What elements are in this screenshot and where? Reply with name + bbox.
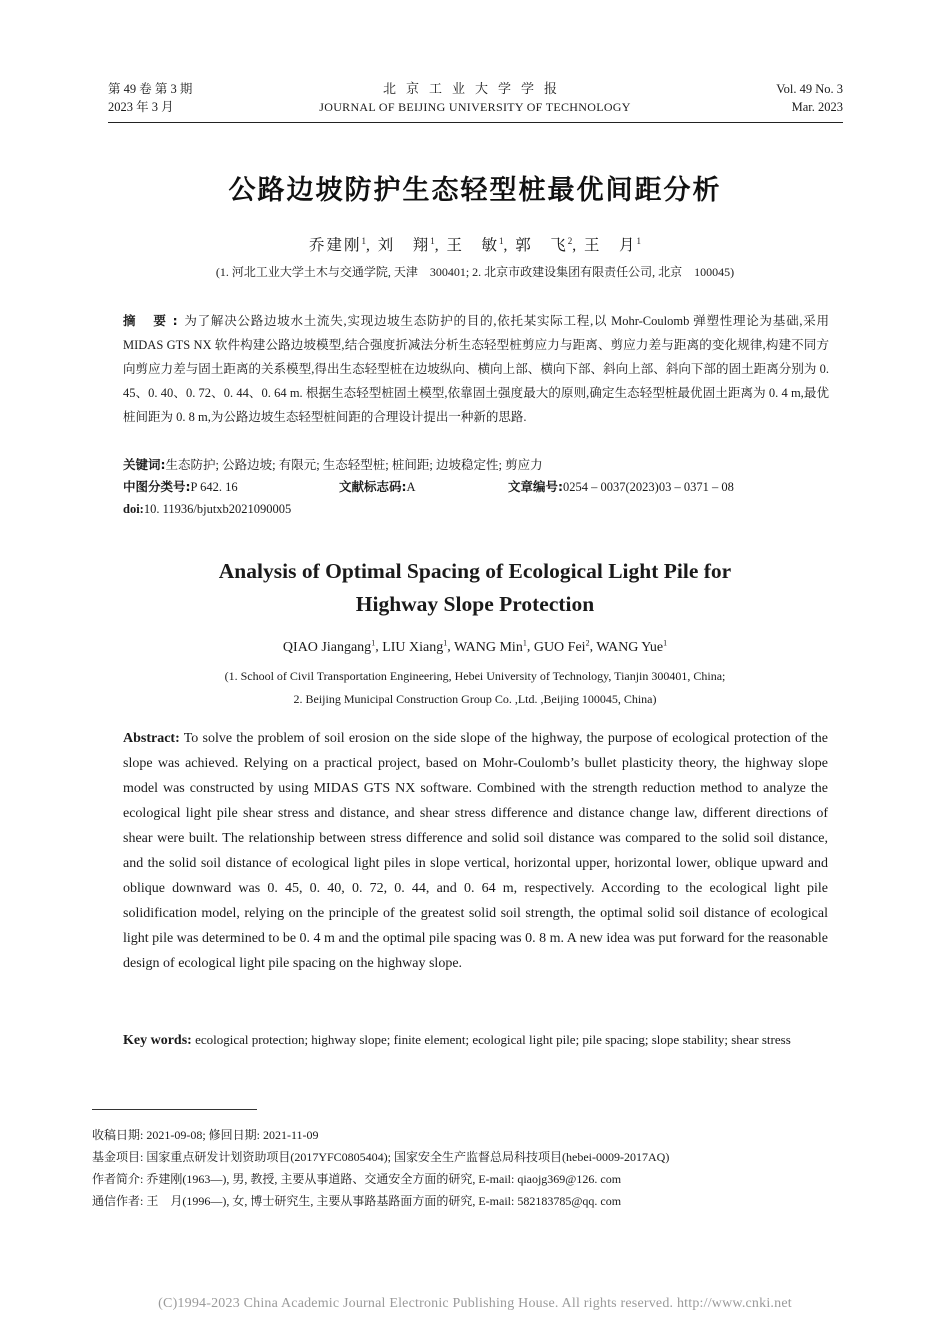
author-cn: 郭 飞$^2$ [515,235,573,254]
authors-en: QIAO Jiangang$^1$, LIU Xiang$^1$, WANG Min$^1$, GUO Fei$^2$, WANG Yue$^1$ [282,638,668,655]
header-rule [108,122,843,123]
authors-cn: 乔建刚$^1$, 刘 翔$^1$, 王 敏$^1$, 郭 飞$^2$, 王 月$^1$ [308,235,642,254]
abstract-cn-text: 为了解决公路边坡水土流失,实现边坡生态防护的目的,依托某实际工程,以 Mohr-Coulomb 弹塑性理论为基础,采用 MIDAS GTS NX 软件构建公路边坡模型,结合强度折减法分析生态轻型桩剪应力与距离、剪应力差与距离的变化规律,构建不同方向剪应力差与固土距离的关系模型,得出生态轻型桩在边坡纵向、横向上部、横向下部、斜向上部、斜向下部的固土距离分别为 0. 45、0. 40、0. 72、0. 44、0. 64 m. 根据生态轻型桩固土模型,依靠固土强度最大的原则,确定生态轻型桩最优固土距离为 0. 4 m,最优桩间距为 0. 8 m,为公路边坡生态轻型桩间距的合理设计提出一种新的思路. [123,314,829,424]
affiliation-en [0,665,950,711]
classification-row [123,478,829,496]
title-cn: 公路边坡防护生态轻型桩最优间距分析 [228,175,722,206]
volume-en: Vol. 49 No. 3 [776,82,843,96]
author-en: GUO Fei$^2$ [533,638,590,655]
title-en-line: Highway Slope Protection [355,592,595,616]
footnote-rule [92,1109,257,1110]
author-en: QIAO Jiangang$^1$ [282,638,376,655]
corresponding-author: 通信作者: 王 月(1996—), 女, 博士研究生, 主要从事路基路面方面的研究, E-mail: 582183785@qq. com [92,1194,622,1208]
doi [123,500,291,518]
date-en: Mar. 2023 [791,100,843,114]
date-cn: 2023 年 3 月 [108,100,174,114]
author-bio: 作者简介: 乔建刚(1963—), 男, 教授, 主要从事道路、交通安全方面的研究, E-mail: qiaojg369@126. com [92,1172,622,1186]
affiliation-en-line: (1. School of Civil Transportation Engineering, Hebei University of Technology, Tianjin 300401, China; [224,669,726,683]
header-right [776,80,843,116]
journal-name-cn: 北京工业大学学报 [382,81,567,96]
article-number: 文章编号:0254 – 0037(2023)03 – 0371 – 08 [508,479,734,494]
keywords-cn-text: 生态防护; 公路边坡; 有限元; 生态轻型桩; 桩间距; 边坡稳定性; 剪应力 [165,458,543,472]
received-date: 收稿日期: 2021-09-08; 修回日期: 2021-11-09 [92,1128,319,1142]
affiliation-cn: (1. 河北工业大学土木与交通学院, 天津 300401; 2. 北京市政建设集团有限责任公司, 北京 100045) [215,265,735,279]
author-cn: 王 敏$^1$ [446,235,504,254]
author-cn: 王 月$^1$ [584,235,642,254]
abstract-cn [123,309,829,429]
author-cn: 乔建刚$^1$ [308,235,366,254]
doi-value: 10. 11936/bjutxb2021090005 [143,502,292,516]
abstract-cn-label: 摘 要: [123,313,184,328]
affiliation-en-line: 2. Beijing Municipal Construction Group Co. ,Ltd. ,Beijing 100045, China) [293,692,657,706]
author-en: LIU Xiang$^1$ [382,638,448,655]
author-cn: 刘 翔$^1$ [377,235,435,254]
title-en-line: Analysis of Optimal Spacing of Ecological Light Pile for [218,559,732,583]
keywords-en-label: Key words: [123,1033,192,1048]
volume-cn: 第 49 卷 第 3 期 [108,82,193,96]
keywords-en-text: ecological protection; highway slope; finite element; ecological light pile; pile spacing; slope stability; shear stress [195,1032,791,1047]
keywords-cn [123,456,829,474]
doi-label: doi: [123,502,144,516]
clc-code: 中图分类号:P 642. 16 [123,479,238,494]
journal-name-en: JOURNAL OF BEIJING UNIVERSITY OF TECHNOLOGY [319,100,631,114]
funding: 基金项目: 国家重点研发计划资助项目(2017YFC0805404); 国家安全生产监督总局科技项目(hebei-0009-2017AQ) [92,1150,670,1164]
keywords-cn-label: 关键词: [123,457,166,472]
author-en: WANG Min$^1$ [453,638,527,655]
abstract-en-label: Abstract: [123,731,180,746]
copyright-notice: (C)1994-2023 China Academic Journal Electronic Publishing House. All rights reserved. http://www.cnki.net [158,1296,792,1311]
footnotes [92,1124,669,1212]
abstract-en [123,726,828,976]
document-code: 文献标志码:A [339,479,416,494]
keywords-en [123,1027,828,1053]
title-en [0,555,950,621]
abstract-en-text: To solve the problem of soil erosion on the side slope of the highway, the purpose of ecological protection of the slope was achieved. Relying on a practical project, based on Mohr-Coulomb’s bullet plasticity theory, the highway slope model was constructed by using MIDAS GTS NX software. Combined with the strength reduction method to analyze the ecological light pile shear stress and distance, and shear stress difference and distance change law, different directions of shear were built. The relationship between stress difference and solid soil distance was compared to the solid soil distance, and the solid soil distance of ecological light piles in slope vertical, horizontal upper, horizontal lower, oblique upward and oblique downward was 0. 45, 0. 40, 0. 72, 0. 44, and 0. 64 m, respectively. According to the ecological light pile solidification model, relying on the principle of the greatest solid soil strength, the optimal solid soil distance of ecological light pile was determined to be 0. 4 m and the optimal pile spacing was 0. 8 m. A new idea was put forward for the reasonable design of ecological light pile spacing on the highway slope. [123,731,828,971]
author-en: WANG Yue$^1$ [596,638,668,655]
